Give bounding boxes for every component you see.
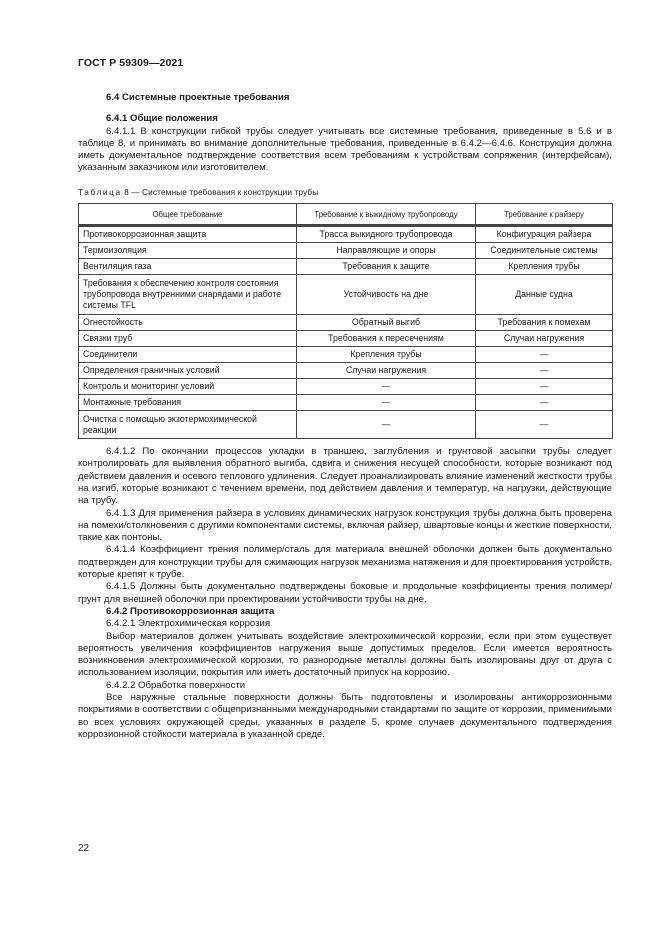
riser-requirement-cell: — [476, 411, 613, 439]
table-row [79, 379, 613, 395]
flowline-requirement-cell: Обратный выгиб [297, 315, 476, 331]
page-number: 22 [78, 843, 90, 854]
flowline-requirement-cell: — [297, 395, 476, 411]
column-header: Требование к райзеру [476, 204, 613, 226]
flowline-requirement-cell: Направляющие и опоры [297, 243, 476, 259]
subsection-heading: 6.4.1 Общие положения [106, 113, 218, 125]
clause-heading-6-4-2-2: 6.4.2.2 Обработка поверхности [106, 679, 246, 691]
paragraph-6-4-1-2: 6.4.1.2 По окончании процессов укладки в траншею, заглубления и грунтовой засыпки трубы следует контролировать для выявления обратного выгиба, сдвига и снижения несущей способности, которые возникают под действием давления и осевого теплового удлинения. Следует проанализировать влияние изменений жесткости трубы на изгиб, которые возникают с течением времени, под действием давления и температур, на нагрузки, действующие на трубу. [78, 446, 612, 507]
table-header-row [79, 204, 613, 226]
riser-requirement-cell: Данные судна [476, 275, 613, 315]
standard-header: ГОСТ Р 59309—2021 [78, 57, 184, 69]
general-requirement-cell: Вентиляция газа [79, 259, 297, 275]
table-row [79, 411, 613, 439]
table-row [79, 363, 613, 379]
general-requirement-cell: Соединители [79, 347, 297, 363]
table-caption-text: 8 — Системные требования к конструкции трубы [121, 186, 319, 197]
table-body [79, 227, 613, 439]
paragraph-6-4-1-1: 6.4.1.1 В конструкции гибкой трубы следует учитывать все системные требования, приведенные в 5.6 и в таблице 8, и принимать во внимание дополнительные требования, приведенные в 6.4.2—6.4.6. Конструкция должна иметь документальное подтверждение соответствия всем требованиям к устройствам сопряжения (интерфейсам), указанным заказчиком или изготовителем. [78, 125, 612, 174]
riser-requirement-cell: Конфигурация райзера [476, 227, 613, 243]
table-row [79, 395, 613, 411]
column-header: Общее требование [79, 204, 297, 226]
riser-requirement-cell: — [476, 379, 613, 395]
paragraph-6-4-1-5: 6.4.1.5 Должны быть документально подтверждены боковые и продольные коэффициенты трения полимер/грунт для внешней оболочки при проектировании устойчивости трубы на дне. [78, 581, 612, 605]
riser-requirement-cell: Соединительные системы [476, 243, 613, 259]
column-header: Требование к выкидному трубопроводу [297, 204, 476, 226]
table-row [79, 275, 613, 315]
table-row [79, 331, 613, 347]
paragraph-6-4-2-2: Все наружные стальные поверхности должны быть подготовлены и изолированы антикоррозионными покрытиями в соответствии с общепризнанными международными стандартами по защите от коррозии, применимыми во всех условиях окружающей среды, указанных в разделе 5, кроме случаев документального подтверждения коррозионной стойкости материала в указанной среде. [78, 692, 612, 740]
flowline-requirement-cell: Требования к защите [297, 259, 476, 275]
general-requirement-cell: Контроль и мониторинг условий [79, 379, 297, 395]
flowline-requirement-cell: — [297, 379, 476, 395]
general-requirement-cell: Определения граничных условий [79, 363, 297, 379]
general-requirement-cell: Требования к обеспечению контроля состояния трубопровода внутренними снарядами и работе системы TFL [79, 275, 297, 315]
general-requirement-cell: Связки труб [79, 331, 297, 347]
riser-requirement-cell: Крепления трубы [476, 259, 613, 275]
flowline-requirement-cell: Трасса выкидного трубопровода [297, 227, 476, 243]
clause-heading-6-4-2-1: 6.4.2.1 Электрохимическая коррозия [106, 618, 271, 630]
riser-requirement-cell: — [476, 363, 613, 379]
general-requirement-cell: Монтажные требования [79, 395, 297, 411]
table-row [79, 243, 613, 259]
general-requirement-cell: Огнестойкость [79, 315, 297, 331]
riser-requirement-cell: Случаи нагружения [476, 331, 613, 347]
page-content [78, 92, 612, 741]
table-row [79, 227, 613, 243]
general-requirement-cell: Очистка с помощью экзотермохимической реакции [79, 411, 297, 439]
flowline-requirement-cell: Требования к пересечениям [297, 331, 476, 347]
riser-requirement-cell: — [476, 347, 613, 363]
paragraph-6-4-2-1: Выбор материалов должен учитывать воздействие электрохимической коррозии, если при этом существует вероятность увеличения коэффициентов нагружения выше допустимых пределов. Если имеется вероятность возникновения электрохимической коррозии, то разнородные металлы должны быть изолированы друг от друга с использованием изоляции, покрытия или иметь достаточный припуск на коррозию. [78, 630, 612, 679]
flowline-requirement-cell: Крепления трубы [297, 347, 476, 363]
general-requirement-cell: Противокоррозионная защита [79, 227, 297, 243]
riser-requirement-cell: Требования к помехам [476, 315, 613, 331]
general-requirement-cell: Термоизоляция [79, 243, 297, 259]
table-caption-prefix: Таблица [78, 186, 122, 197]
requirements-table [78, 203, 613, 439]
section-heading: 6.4 Системные проектные требования [106, 92, 290, 103]
paragraph-6-4-1-3: 6.4.1.3 Для применения райзера в условиях динамических нагрузок конструкция трубы должна быть проверена на помехи/столкновения с другими компонентами системы, включая райзер, швартовые концы и жесткие поверхности, такие как понтоны. [78, 507, 612, 544]
flowline-requirement-cell: Устойчивость на дне [297, 275, 476, 315]
table-row [79, 259, 613, 275]
subsection-heading-6-4-2: 6.4.2 Противокоррозионная защита [106, 605, 275, 617]
flowline-requirement-cell: Случаи нагружения [297, 363, 476, 379]
table-row [79, 315, 613, 331]
paragraph-6-4-1-4: 6.4.1.4 Коэффициент трения полимер/сталь для материала внешней оболочки должен быть документально подтвержден для конструкции трубы для сжимающих нагрузок механизма натяжения и для проектирования устройств, которые крепят к трубе. [78, 544, 612, 581]
table-row [79, 347, 613, 363]
table-caption [78, 186, 612, 198]
riser-requirement-cell: — [476, 395, 613, 411]
flowline-requirement-cell: — [297, 411, 476, 439]
